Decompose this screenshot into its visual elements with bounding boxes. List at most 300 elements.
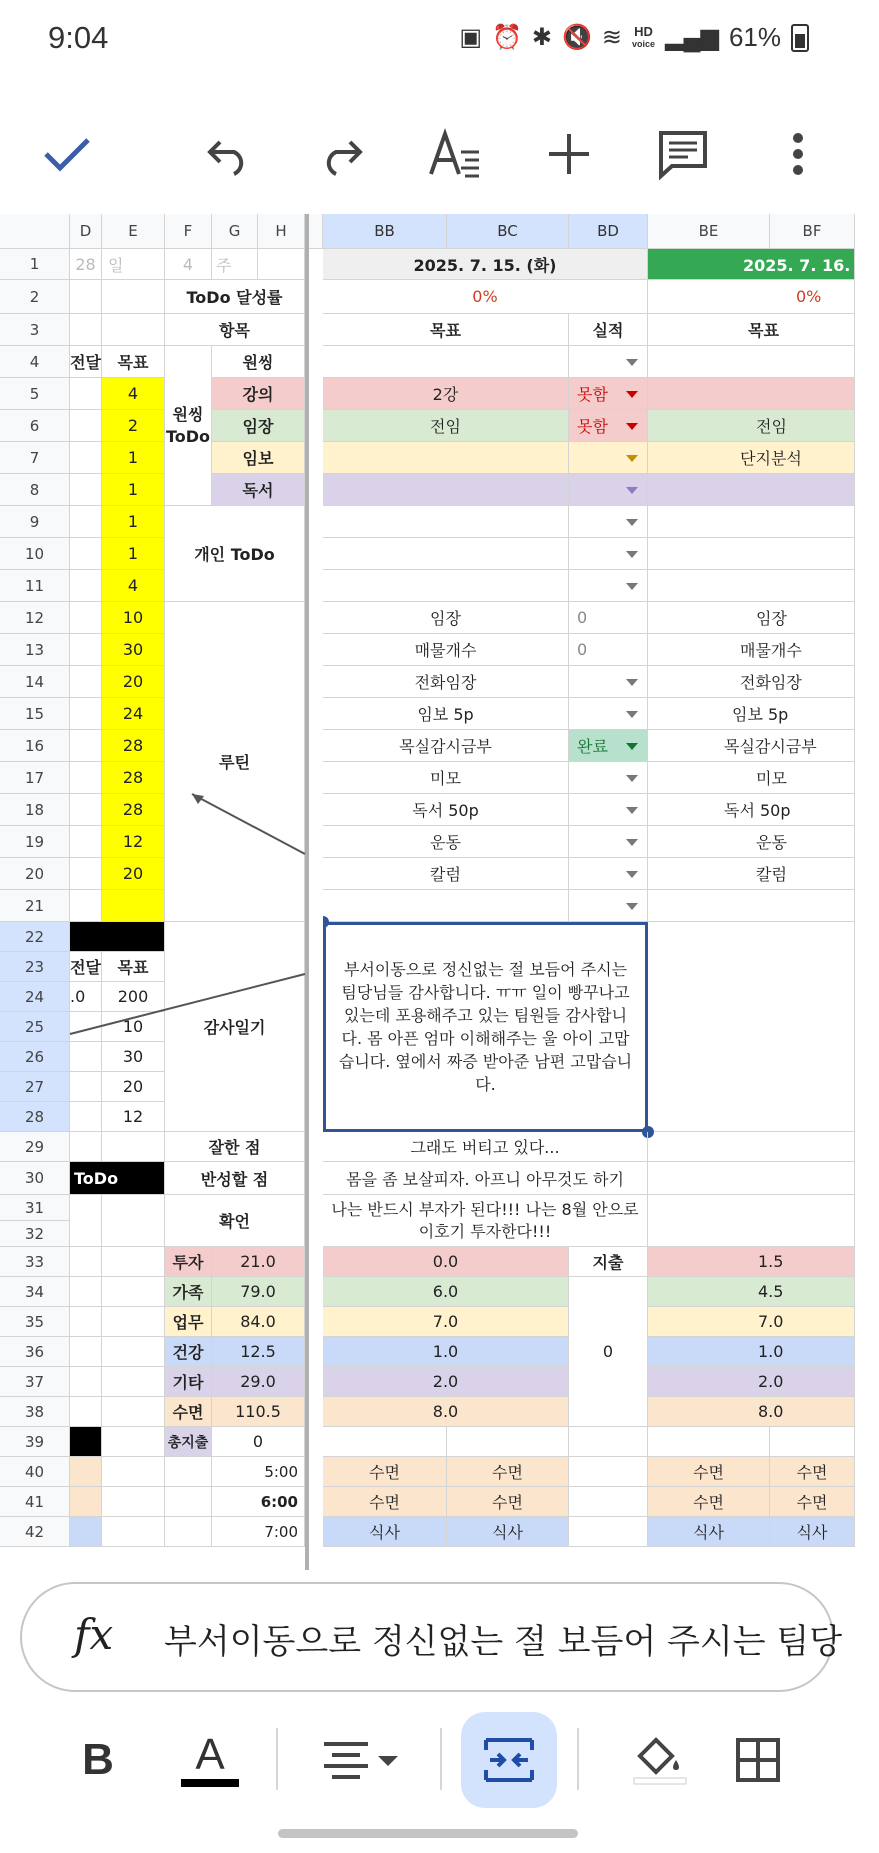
goal-value-e9[interactable]: 1 bbox=[102, 506, 165, 538]
goal-0715-r15[interactable]: 임보 5p bbox=[323, 698, 569, 730]
budget-total-2[interactable]: 84.0 bbox=[212, 1307, 305, 1337]
row-header-17[interactable]: 17 bbox=[0, 762, 70, 794]
good-points-label[interactable]: 잘한 점 bbox=[165, 1132, 305, 1162]
schedule-bc-2[interactable]: 식사 bbox=[447, 1517, 569, 1547]
affirmation-0716[interactable] bbox=[648, 1195, 855, 1247]
row-header-34[interactable]: 34 bbox=[0, 1277, 70, 1307]
row-header-36[interactable]: 36 bbox=[0, 1337, 70, 1367]
text-format-button[interactable] bbox=[415, 114, 495, 194]
item-header[interactable]: 항목 bbox=[165, 314, 305, 346]
cell-d36[interactable] bbox=[70, 1337, 102, 1367]
cell-d15[interactable] bbox=[70, 698, 102, 730]
redo-button[interactable] bbox=[302, 114, 382, 194]
row-header-19[interactable]: 19 bbox=[0, 826, 70, 858]
budget-label-2[interactable]: 업무 bbox=[165, 1307, 212, 1337]
goal-header-0716[interactable]: 목표 bbox=[648, 314, 855, 346]
goal-0715-r4[interactable] bbox=[323, 346, 569, 378]
cell-d20[interactable] bbox=[70, 858, 102, 890]
goal-0715-r12[interactable]: 임장 bbox=[323, 602, 569, 634]
row-header-22[interactable]: 22 bbox=[0, 922, 70, 952]
cell-d40[interactable] bbox=[70, 1457, 102, 1487]
dropdown-arrow-icon[interactable] bbox=[626, 519, 638, 526]
gratitude-0716-cell[interactable] bbox=[648, 922, 855, 1132]
schedule-bf-2[interactable]: 식사 bbox=[770, 1517, 855, 1547]
budget-label-5[interactable]: 수면 bbox=[165, 1397, 212, 1427]
budget-total-0[interactable]: 21.0 bbox=[212, 1247, 305, 1277]
cell-e40[interactable] bbox=[102, 1457, 165, 1487]
budget-0716-2[interactable]: 7.0 bbox=[648, 1307, 855, 1337]
dropdown-arrow-icon[interactable] bbox=[626, 583, 638, 590]
divider bbox=[276, 1728, 278, 1790]
black-cell-d39[interactable] bbox=[70, 1427, 102, 1457]
cell-d33[interactable] bbox=[70, 1247, 102, 1277]
goal-0715-r6[interactable]: 전임 bbox=[323, 410, 569, 442]
cell-bf39[interactable] bbox=[770, 1427, 855, 1457]
cell-g1[interactable]: 주 bbox=[212, 249, 258, 280]
goal-value-e6[interactable]: 2 bbox=[102, 410, 165, 442]
column-header-bb[interactable]: BB bbox=[323, 214, 447, 249]
dropdown-arrow-icon[interactable] bbox=[626, 551, 638, 558]
personal-todo-label[interactable]: 개인 ToDo bbox=[165, 506, 305, 602]
freeze-divider[interactable] bbox=[305, 214, 309, 1570]
budget-label-4[interactable]: 기타 bbox=[165, 1367, 212, 1397]
row-header-12[interactable]: 12 bbox=[0, 602, 70, 634]
category-lecture[interactable]: 강의 bbox=[212, 378, 305, 410]
cell-e21[interactable] bbox=[102, 890, 165, 922]
row-header-7[interactable]: 7 bbox=[0, 442, 70, 474]
row-header-35[interactable]: 35 bbox=[0, 1307, 70, 1337]
row-header-29[interactable]: 29 bbox=[0, 1132, 70, 1162]
text-format-icon bbox=[427, 130, 483, 178]
row-header-11[interactable]: 11 bbox=[0, 570, 70, 602]
column-header-bc[interactable]: BC bbox=[447, 214, 569, 249]
actual-0715-r16[interactable]: 완료 bbox=[569, 730, 648, 762]
total-expense-label[interactable]: 총지출 bbox=[165, 1427, 212, 1457]
goal-value-e12[interactable]: 10 bbox=[102, 602, 165, 634]
dropdown-arrow-icon[interactable] bbox=[626, 679, 638, 686]
goal-0715-r7[interactable] bbox=[323, 442, 569, 474]
column-header-d[interactable]: D bbox=[70, 214, 102, 249]
row-header-4[interactable]: 4 bbox=[0, 346, 70, 378]
budget-0715-4[interactable]: 2.0 bbox=[323, 1367, 569, 1397]
cell-e26[interactable]: 30 bbox=[102, 1042, 165, 1072]
schedule-bb-2[interactable]: 식사 bbox=[323, 1517, 447, 1547]
text-color-button[interactable] bbox=[162, 1712, 258, 1808]
plus-icon bbox=[547, 132, 591, 176]
home-indicator[interactable] bbox=[278, 1829, 578, 1838]
schedule-bf-0[interactable]: 수면 bbox=[770, 1457, 855, 1487]
fill-color-button[interactable] bbox=[612, 1712, 708, 1808]
goal-0716-r17[interactable]: 미모 bbox=[648, 762, 855, 794]
good-points-0716[interactable] bbox=[648, 1132, 855, 1162]
dropdown-arrow-icon[interactable] bbox=[626, 711, 638, 718]
cell-d11[interactable] bbox=[70, 570, 102, 602]
budget-0715-1[interactable]: 6.0 bbox=[323, 1277, 569, 1307]
row-header-24[interactable]: 24 bbox=[0, 982, 70, 1012]
dropdown-arrow-icon[interactable] bbox=[626, 423, 638, 430]
cell-bb39[interactable] bbox=[323, 1427, 447, 1457]
affirmation-label[interactable]: 확언 bbox=[165, 1195, 305, 1247]
goal-0715-r8[interactable] bbox=[323, 474, 569, 506]
cell-e33[interactable] bbox=[102, 1247, 165, 1277]
align-button[interactable] bbox=[312, 1712, 408, 1808]
row-header-25[interactable]: 25 bbox=[0, 1012, 70, 1042]
wrap-text-button[interactable] bbox=[461, 1712, 557, 1808]
goal-0716-r21[interactable] bbox=[648, 890, 855, 922]
borders-button[interactable] bbox=[710, 1712, 806, 1808]
comment-icon bbox=[658, 130, 708, 178]
cell-d14[interactable] bbox=[70, 666, 102, 698]
cell-d21[interactable] bbox=[70, 890, 102, 922]
actual-0715-r13[interactable]: 0 bbox=[569, 634, 648, 666]
schedule-bd-0[interactable] bbox=[569, 1457, 648, 1487]
row-header-9[interactable]: 9 bbox=[0, 506, 70, 538]
undo-icon bbox=[206, 134, 250, 174]
row-header-10[interactable]: 10 bbox=[0, 538, 70, 570]
goal-value-e14[interactable]: 20 bbox=[102, 666, 165, 698]
budget-total-5[interactable]: 110.5 bbox=[212, 1397, 305, 1427]
cell-d27[interactable] bbox=[70, 1072, 102, 1102]
dropdown-arrow-icon[interactable] bbox=[626, 487, 638, 494]
cell-e37[interactable] bbox=[102, 1367, 165, 1397]
cell-d42[interactable] bbox=[70, 1517, 102, 1547]
dropdown-arrow-icon[interactable] bbox=[626, 903, 638, 910]
cell-d8[interactable] bbox=[70, 474, 102, 506]
cell-d7[interactable] bbox=[70, 442, 102, 474]
left-goal-header[interactable]: 목표 bbox=[102, 952, 165, 982]
row-header-8[interactable]: 8 bbox=[0, 474, 70, 506]
goal-0716-r9[interactable] bbox=[648, 506, 855, 538]
budget-0715-2[interactable]: 7.0 bbox=[323, 1307, 569, 1337]
routine-label[interactable]: 루틴 bbox=[165, 602, 305, 922]
dropdown-arrow-icon[interactable] bbox=[626, 455, 638, 462]
goal-value-e11[interactable]: 4 bbox=[102, 570, 165, 602]
goal-0716-r12[interactable]: 임장 bbox=[648, 602, 855, 634]
goal-0715-r20[interactable]: 칼럼 bbox=[323, 858, 569, 890]
gratitude-journal-cell[interactable]: 부서이동으로 정신없는 절 보듬어 주시는 팀당님들 감사합니다. ㅠㅠ 일이 빵꾸나고 있는데 포용해주고 있는 팀원들 감사합니다. 몸 아픈 엄마 이해해주는 울 아이 고맙습니다. 옆에서 짜증 받아준 남편 고맙습니다. bbox=[323, 922, 648, 1132]
wonssing-todo-group[interactable]: 원씽 ToDo bbox=[165, 346, 212, 506]
row-header-5[interactable]: 5 bbox=[0, 378, 70, 410]
actual-0715-r5[interactable]: 못함 bbox=[569, 378, 648, 410]
done-button[interactable] bbox=[27, 114, 107, 194]
cell-d2[interactable] bbox=[70, 280, 102, 314]
goal-col-header[interactable]: 목표 bbox=[102, 346, 165, 378]
budget-label-1[interactable]: 가족 bbox=[165, 1277, 212, 1307]
row-header-15[interactable]: 15 bbox=[0, 698, 70, 730]
formula-bar[interactable] bbox=[20, 1582, 843, 1692]
signal-icon: ▂▄▆ bbox=[665, 24, 719, 51]
row-header-31[interactable]: 31 bbox=[0, 1195, 70, 1221]
goal-0715-r21[interactable] bbox=[323, 890, 569, 922]
goal-0716-r15[interactable]: 임보 5p bbox=[648, 698, 855, 730]
schedule-time-2[interactable]: 7:00 bbox=[212, 1517, 305, 1547]
goal-0715-r18[interactable]: 독서 50p bbox=[323, 794, 569, 826]
cell-h1[interactable] bbox=[258, 249, 305, 280]
goal-value-e8[interactable]: 1 bbox=[102, 474, 165, 506]
good-points-text[interactable]: 그래도 버티고 있다... bbox=[323, 1132, 648, 1162]
budget-total-4[interactable]: 29.0 bbox=[212, 1367, 305, 1397]
dropdown-arrow-icon[interactable] bbox=[626, 359, 638, 366]
category-imbo[interactable]: 임보 bbox=[212, 442, 305, 474]
row-header-6[interactable]: 6 bbox=[0, 410, 70, 442]
schedule-bb-0[interactable]: 수면 bbox=[323, 1457, 447, 1487]
column-header-be[interactable]: BE bbox=[648, 214, 770, 249]
cell-e28[interactable]: 12 bbox=[102, 1102, 165, 1132]
goal-0715-r10[interactable] bbox=[323, 538, 569, 570]
row-header-37[interactable]: 37 bbox=[0, 1367, 70, 1397]
cell-e41[interactable] bbox=[102, 1487, 165, 1517]
gratitude-label[interactable]: 감사일기 bbox=[165, 922, 305, 1132]
row-header-33[interactable]: 33 bbox=[0, 1247, 70, 1277]
schedule-be-0[interactable]: 수면 bbox=[648, 1457, 770, 1487]
cell-d13[interactable] bbox=[70, 634, 102, 666]
budget-0715-0[interactable]: 0.0 bbox=[323, 1247, 569, 1277]
dropdown-arrow-icon[interactable] bbox=[626, 743, 638, 750]
cell-d3[interactable] bbox=[70, 314, 102, 346]
cell-f40[interactable] bbox=[165, 1457, 212, 1487]
total-expense-value[interactable]: 0 bbox=[212, 1427, 305, 1457]
column-header-bd[interactable]: BD bbox=[569, 214, 648, 249]
goal-0716-r5[interactable] bbox=[648, 378, 855, 410]
cell-e36[interactable] bbox=[102, 1337, 165, 1367]
schedule-time-1[interactable]: 6:00 bbox=[212, 1487, 305, 1517]
cell-e25[interactable]: 10 bbox=[102, 1012, 165, 1042]
goal-header-0715[interactable]: 목표 bbox=[323, 314, 569, 346]
cell-d37[interactable] bbox=[70, 1367, 102, 1397]
goal-0716-r18[interactable]: 독서 50p bbox=[648, 794, 855, 826]
schedule-bd-1[interactable] bbox=[569, 1487, 648, 1517]
cell-e3[interactable] bbox=[102, 314, 165, 346]
cell-e27[interactable]: 20 bbox=[102, 1072, 165, 1102]
row-header-14[interactable]: 14 bbox=[0, 666, 70, 698]
cell-d34[interactable] bbox=[70, 1277, 102, 1307]
prev-header[interactable]: 전달 bbox=[70, 346, 102, 378]
row-header-23[interactable]: 23 bbox=[0, 952, 70, 982]
cell-d41[interactable] bbox=[70, 1487, 102, 1517]
cell-e24[interactable]: 200 bbox=[102, 982, 165, 1012]
reflection-0716[interactable] bbox=[648, 1162, 855, 1195]
budget-total-1[interactable]: 79.0 bbox=[212, 1277, 305, 1307]
row-header-27[interactable]: 27 bbox=[0, 1072, 70, 1102]
schedule-bc-1[interactable]: 수면 bbox=[447, 1487, 569, 1517]
dropdown-arrow-icon[interactable] bbox=[626, 871, 638, 878]
date-header-0716[interactable]: 2025. 7. 16. (수 bbox=[648, 249, 855, 280]
schedule-be-1[interactable]: 수면 bbox=[648, 1487, 770, 1517]
cell-d6[interactable] bbox=[70, 410, 102, 442]
cell-d29[interactable] bbox=[70, 1132, 102, 1162]
budget-0716-5[interactable]: 8.0 bbox=[648, 1397, 855, 1427]
goal-0715-r17[interactable]: 미모 bbox=[323, 762, 569, 794]
spreadsheet-grid[interactable] bbox=[0, 214, 879, 1570]
goal-0715-r11[interactable] bbox=[323, 570, 569, 602]
cell-d17[interactable] bbox=[70, 762, 102, 794]
row-header-30[interactable]: 30 bbox=[0, 1162, 70, 1195]
budget-0716-0[interactable]: 1.5 bbox=[648, 1247, 855, 1277]
cell-d26[interactable] bbox=[70, 1042, 102, 1072]
schedule-bc-0[interactable]: 수면 bbox=[447, 1457, 569, 1487]
category-reading[interactable]: 독서 bbox=[212, 474, 305, 506]
column-header-g[interactable]: G bbox=[212, 214, 258, 249]
cell-be39[interactable] bbox=[648, 1427, 770, 1457]
dropdown-arrow-icon[interactable] bbox=[626, 775, 638, 782]
schedule-bd-2[interactable] bbox=[569, 1517, 648, 1547]
todo-rate-0715[interactable]: 0% bbox=[323, 280, 648, 314]
row-header-20[interactable]: 20 bbox=[0, 858, 70, 890]
budget-0716-4[interactable]: 2.0 bbox=[648, 1367, 855, 1397]
bold-button[interactable] bbox=[50, 1712, 146, 1808]
cell-e34[interactable] bbox=[102, 1277, 165, 1307]
row-header-42[interactable]: 42 bbox=[0, 1517, 70, 1547]
cell-e31[interactable] bbox=[102, 1195, 165, 1247]
comment-button[interactable] bbox=[643, 114, 723, 194]
cell-e38[interactable] bbox=[102, 1397, 165, 1427]
cell-e1[interactable]: 일 bbox=[102, 249, 165, 280]
row-header-38[interactable]: 38 bbox=[0, 1397, 70, 1427]
row-header-39[interactable]: 39 bbox=[0, 1427, 70, 1457]
goal-0716-r7[interactable]: 단지분석 bbox=[648, 442, 855, 474]
cell-d31[interactable] bbox=[70, 1195, 102, 1247]
reflection-label[interactable]: 반성할 점 bbox=[165, 1162, 305, 1195]
category-imjang[interactable]: 임장 bbox=[212, 410, 305, 442]
cell-e39[interactable] bbox=[102, 1427, 165, 1457]
goal-value-e7[interactable]: 1 bbox=[102, 442, 165, 474]
row-header-3[interactable]: 3 bbox=[0, 314, 70, 346]
goal-0716-r11[interactable] bbox=[648, 570, 855, 602]
affirmation-text[interactable] bbox=[323, 1195, 648, 1247]
goal-0716-r10[interactable] bbox=[648, 538, 855, 570]
goal-0716-r16[interactable]: 목실감시금부 bbox=[648, 730, 855, 762]
schedule-be-2[interactable]: 식사 bbox=[648, 1517, 770, 1547]
insert-button[interactable] bbox=[529, 114, 609, 194]
goal-value-e15[interactable]: 24 bbox=[102, 698, 165, 730]
todo-rate-0716[interactable]: 0% bbox=[648, 280, 855, 314]
goal-0716-r8[interactable] bbox=[648, 474, 855, 506]
row-header-16[interactable]: 16 bbox=[0, 730, 70, 762]
cell-e2[interactable] bbox=[102, 280, 165, 314]
date-header-0715[interactable]: 2025. 7. 15. (화) bbox=[323, 249, 648, 280]
todo-black-header[interactable]: ToDo bbox=[70, 1162, 165, 1195]
actual-header-0715[interactable]: 실적 bbox=[569, 314, 648, 346]
goal-value-e20[interactable]: 20 bbox=[102, 858, 165, 890]
goal-0715-r13[interactable]: 매물개수 bbox=[323, 634, 569, 666]
budget-0716-1[interactable]: 4.5 bbox=[648, 1277, 855, 1307]
row-header-18[interactable]: 18 bbox=[0, 794, 70, 826]
goal-0716-r4[interactable] bbox=[648, 346, 855, 378]
budget-0716-3[interactable]: 1.0 bbox=[648, 1337, 855, 1367]
row-header-32[interactable]: 32 bbox=[0, 1221, 70, 1247]
goal-0715-r9[interactable] bbox=[323, 506, 569, 538]
dropdown-arrow-icon[interactable] bbox=[626, 391, 638, 398]
cell-d35[interactable] bbox=[70, 1307, 102, 1337]
cell-bc39[interactable] bbox=[447, 1427, 569, 1457]
goal-0715-r19[interactable]: 운동 bbox=[323, 826, 569, 858]
reflection-text[interactable]: 몸을 좀 보살피자. 아프니 아무것도 하기 bbox=[323, 1162, 648, 1195]
column-header-h[interactable]: H bbox=[258, 214, 305, 249]
dropdown-arrow-icon[interactable] bbox=[626, 807, 638, 814]
row-header-13[interactable]: 13 bbox=[0, 634, 70, 666]
budget-total-3[interactable]: 12.5 bbox=[212, 1337, 305, 1367]
category-wonssing[interactable]: 원씽 bbox=[212, 346, 305, 378]
cell-f1[interactable]: 4 bbox=[165, 249, 212, 280]
cell-d10[interactable] bbox=[70, 538, 102, 570]
black-bar-r22[interactable] bbox=[70, 922, 165, 952]
row-header-40[interactable]: 40 bbox=[0, 1457, 70, 1487]
formula-input[interactable]: 부서이동으로 정신없는 절 보듬어 주시는 팀당 bbox=[164, 1622, 843, 1662]
cell-d19[interactable] bbox=[70, 826, 102, 858]
goal-value-e18[interactable]: 28 bbox=[102, 794, 165, 826]
column-header-f[interactable]: F bbox=[165, 214, 212, 249]
undo-button[interactable] bbox=[188, 114, 268, 194]
cell-d5[interactable] bbox=[70, 378, 102, 410]
budget-0715-3[interactable]: 1.0 bbox=[323, 1337, 569, 1367]
goal-0715-r5[interactable]: 2강 bbox=[323, 378, 569, 410]
goal-0715-r16[interactable]: 목실감시금부 bbox=[323, 730, 569, 762]
dropdown-arrow-icon[interactable] bbox=[626, 839, 638, 846]
left-prev-header[interactable]: 전달 bbox=[70, 952, 102, 982]
cell-e42[interactable] bbox=[102, 1517, 165, 1547]
goal-0716-r14[interactable]: 전화임장 bbox=[648, 666, 855, 698]
schedule-bb-1[interactable]: 수면 bbox=[323, 1487, 447, 1517]
goal-value-e17[interactable]: 28 bbox=[102, 762, 165, 794]
todo-rate-label[interactable]: ToDo 달성률 bbox=[165, 280, 305, 314]
cell-d1[interactable]: 28 bbox=[70, 249, 102, 280]
cell-d28[interactable] bbox=[70, 1102, 102, 1132]
cell-d18[interactable] bbox=[70, 794, 102, 826]
row-header-2[interactable]: 2 bbox=[0, 280, 70, 314]
row-header-41[interactable]: 41 bbox=[0, 1487, 70, 1517]
cell-d12[interactable] bbox=[70, 602, 102, 634]
more-options-button[interactable] bbox=[758, 114, 838, 194]
goal-0715-r14[interactable]: 전화임장 bbox=[323, 666, 569, 698]
cell-d9[interactable] bbox=[70, 506, 102, 538]
column-header-e[interactable]: E bbox=[102, 214, 165, 249]
cell-e35[interactable] bbox=[102, 1307, 165, 1337]
budget-label-0[interactable]: 투자 bbox=[165, 1247, 212, 1277]
goal-0716-r6[interactable]: 전임 bbox=[648, 410, 855, 442]
row-header-26[interactable]: 26 bbox=[0, 1042, 70, 1072]
schedule-time-0[interactable]: 5:00 bbox=[212, 1457, 305, 1487]
cell-d24[interactable]: .0 bbox=[70, 982, 102, 1012]
row-header-1[interactable]: 1 bbox=[0, 249, 70, 280]
goal-value-e19[interactable]: 12 bbox=[102, 826, 165, 858]
budget-0715-5[interactable]: 8.0 bbox=[323, 1397, 569, 1427]
cell-f41[interactable] bbox=[165, 1487, 212, 1517]
cell-d38[interactable] bbox=[70, 1397, 102, 1427]
schedule-bf-1[interactable]: 수면 bbox=[770, 1487, 855, 1517]
budget-label-3[interactable]: 건강 bbox=[165, 1337, 212, 1367]
cell-e29[interactable] bbox=[102, 1132, 165, 1162]
goal-0716-r13[interactable]: 매물개수 bbox=[648, 634, 855, 666]
goal-value-e5[interactable]: 4 bbox=[102, 378, 165, 410]
corner-cell[interactable] bbox=[0, 214, 70, 249]
cell-f42[interactable] bbox=[165, 1517, 212, 1547]
goal-0716-r19[interactable]: 운동 bbox=[648, 826, 855, 858]
goal-value-e10[interactable]: 1 bbox=[102, 538, 165, 570]
goal-0716-r20[interactable]: 칼럼 bbox=[648, 858, 855, 890]
expense-label[interactable]: 지출 bbox=[569, 1247, 648, 1277]
expense-value[interactable]: 0 bbox=[569, 1277, 648, 1427]
actual-0715-r6[interactable]: 못함 bbox=[569, 410, 648, 442]
actual-0715-r12[interactable]: 0 bbox=[569, 602, 648, 634]
row-header-21[interactable]: 21 bbox=[0, 890, 70, 922]
goal-value-e16[interactable]: 28 bbox=[102, 730, 165, 762]
column-header-bf[interactable]: BF bbox=[770, 214, 855, 249]
cell-bd39[interactable] bbox=[569, 1427, 648, 1457]
goal-value-e13[interactable]: 30 bbox=[102, 634, 165, 666]
cell-d25[interactable] bbox=[70, 1012, 102, 1042]
row-header-28[interactable]: 28 bbox=[0, 1102, 70, 1132]
cell-d16[interactable] bbox=[70, 730, 102, 762]
